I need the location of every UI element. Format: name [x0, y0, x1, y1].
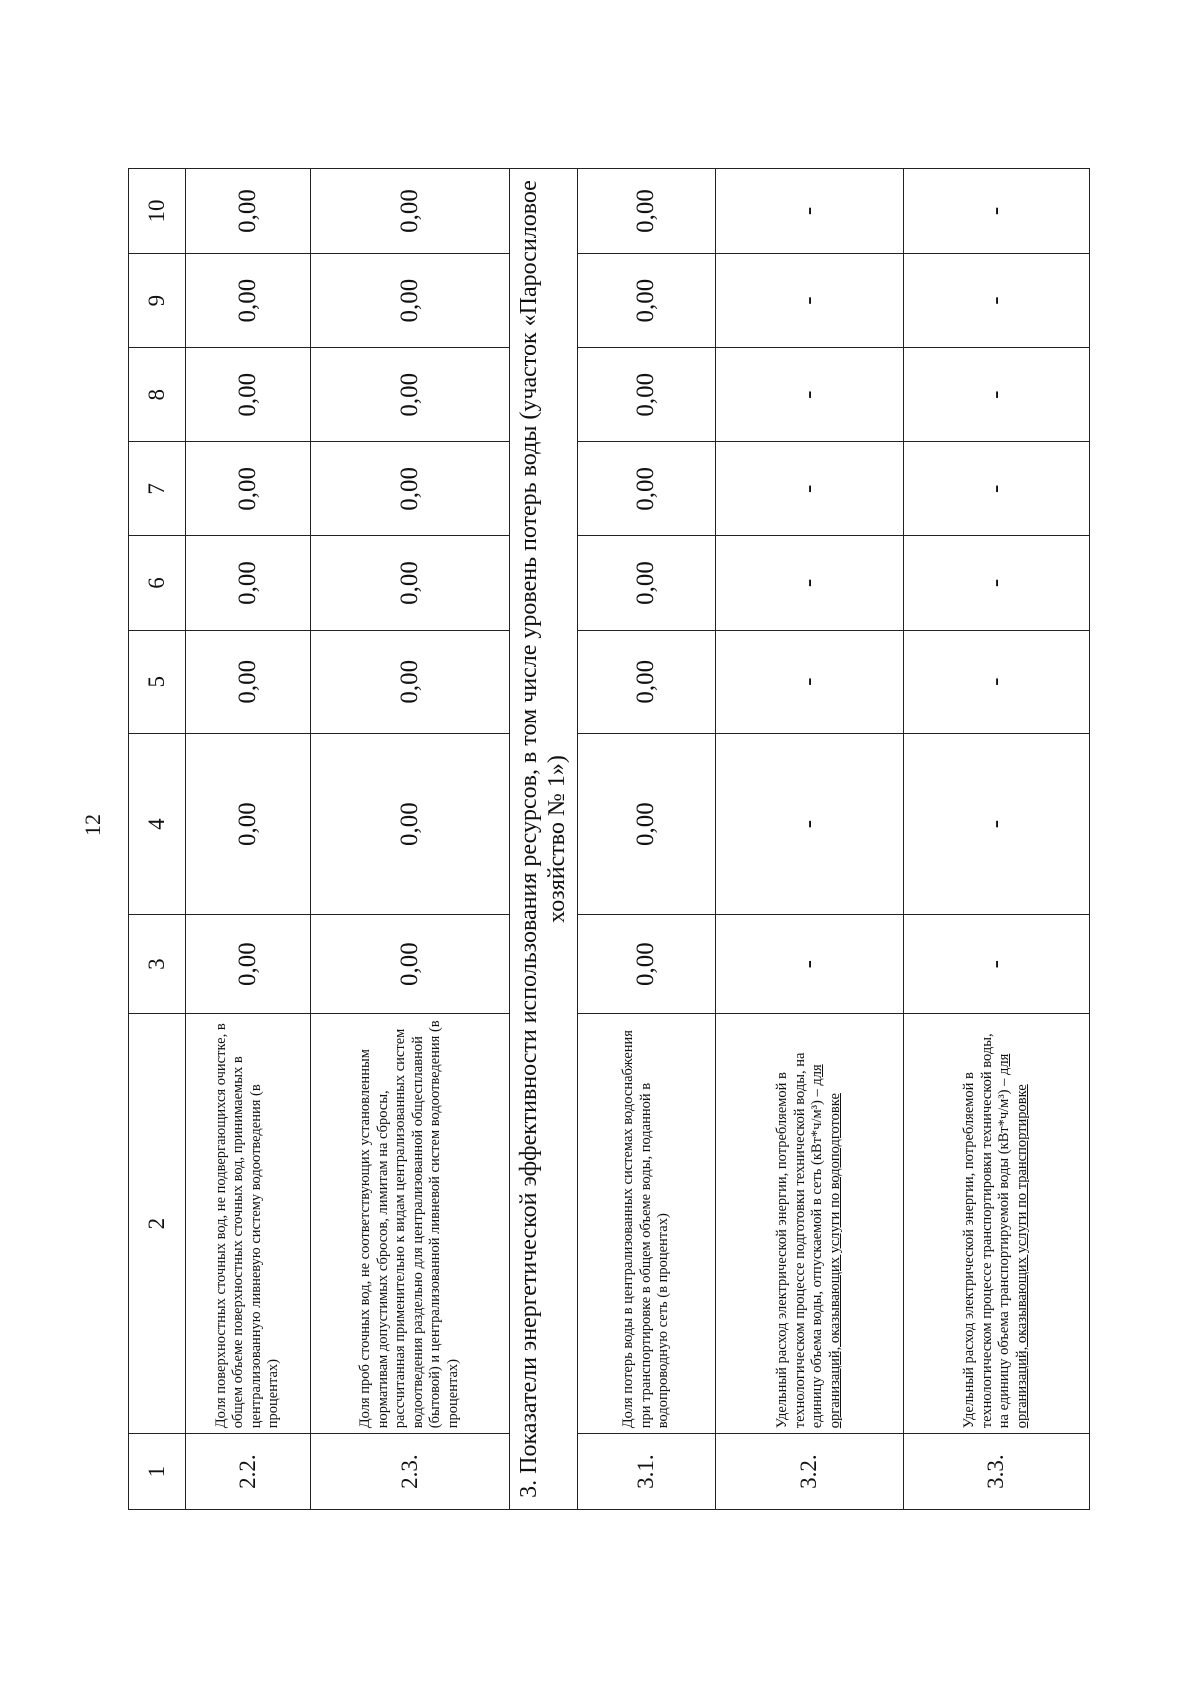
value-cell: -: [903, 630, 1089, 733]
value-cell: -: [715, 254, 903, 348]
row-number: 2.2.: [186, 1434, 311, 1510]
value-cell: 0,00: [310, 915, 509, 1014]
value-cell: -: [903, 254, 1089, 348]
row-description: [715, 1014, 903, 1434]
table-header-row: [129, 169, 186, 1510]
table-row: [578, 169, 715, 1510]
column-header: 7: [129, 442, 186, 536]
value-cell: 0,00: [186, 442, 311, 536]
section-3-title: 3. Показатели энергетической эффективности использования ресурсов, в том числе уровень потерь воды (участок «Паросиловое хозяйство № 1»): [509, 169, 578, 1510]
row-number: 3.1.: [578, 1434, 715, 1510]
row-description: Доля потерь воды в централизованных системах водоснабжения при транспортировке в общем объеме воды, поданной в водопроводную сеть (в процентах): [578, 1014, 715, 1434]
value-cell: -: [903, 169, 1089, 254]
section-header-row: [509, 169, 578, 1510]
value-cell: 0,00: [186, 536, 311, 630]
value-cell: -: [903, 442, 1089, 536]
value-cell: -: [903, 915, 1089, 1014]
row-description: [903, 1014, 1089, 1434]
column-header: 10: [129, 169, 186, 254]
value-cell: 0,00: [310, 169, 509, 254]
column-header: 4: [129, 733, 186, 914]
value-cell: 0,00: [186, 915, 311, 1014]
value-cell: 0,00: [186, 630, 311, 733]
value-cell: 0,00: [578, 348, 715, 442]
value-cell: -: [715, 733, 903, 914]
value-cell: 0,00: [578, 630, 715, 733]
value-cell: 0,00: [310, 630, 509, 733]
column-header: 1: [129, 1434, 186, 1510]
value-cell: 0,00: [310, 442, 509, 536]
table-row: [310, 169, 509, 1510]
value-cell: -: [903, 733, 1089, 914]
row-number: 3.3.: [903, 1434, 1089, 1510]
column-header: 3: [129, 915, 186, 1014]
value-cell: 0,00: [186, 733, 311, 914]
value-cell: -: [715, 442, 903, 536]
value-cell: 0,00: [578, 169, 715, 254]
column-header: 6: [129, 536, 186, 630]
column-header: 8: [129, 348, 186, 442]
value-cell: 0,00: [310, 254, 509, 348]
value-cell: 0,00: [186, 169, 311, 254]
column-header: 2: [129, 1014, 186, 1434]
page-number: 12: [80, 814, 105, 836]
column-header: 9: [129, 254, 186, 348]
value-cell: 0,00: [310, 348, 509, 442]
row-number: 3.2.: [715, 1434, 903, 1510]
value-cell: -: [715, 348, 903, 442]
row-number: 2.3.: [310, 1434, 509, 1510]
description-underlined-text: для организаций, оказывающих услуги по транспортировке: [996, 1053, 1030, 1429]
value-cell: 0,00: [186, 254, 311, 348]
value-cell: 0,00: [310, 733, 509, 914]
row-description: Доля проб сточных вод, не соответствующих установленным нормативам допустимых сбросов, лимитам на сбросы, рассчитанная применительно к видам централизованных систем водоотведения раздельно для централизованной общесплавной (бытовой) и централизованной ливневой систем водоотведения (в процентах): [310, 1014, 509, 1434]
table-row: [715, 169, 903, 1510]
value-cell: -: [715, 536, 903, 630]
description-text: Удельный расход электрической энергии, потребляемой в технологическом процессе транспортировки технической воды, на единицу объема транспортируемой воды (кВт*ч/м³) –: [961, 1033, 1013, 1429]
description-underlined-text: для организаций, оказывающих услуги по водоподготовке: [809, 1064, 843, 1429]
value-cell: 0,00: [578, 442, 715, 536]
column-header: 5: [129, 630, 186, 733]
value-cell: 0,00: [578, 254, 715, 348]
value-cell: 0,00: [578, 536, 715, 630]
rotated-table-container: [128, 168, 1090, 1510]
value-cell: 0,00: [186, 348, 311, 442]
value-cell: -: [715, 169, 903, 254]
table-row: [903, 169, 1089, 1510]
value-cell: 0,00: [578, 915, 715, 1014]
value-cell: -: [903, 536, 1089, 630]
value-cell: -: [903, 348, 1089, 442]
value-cell: -: [715, 915, 903, 1014]
value-cell: 0,00: [310, 536, 509, 630]
indicators-table: [128, 168, 1090, 1510]
table-row: [186, 169, 311, 1510]
description-text: Удельный расход электрической энергии, потребляемой в технологическом процессе подготовки технической воды, на единицу объема воды, отпускаемой в сеть (кВт*ч/м³) –: [774, 1052, 826, 1429]
value-cell: 0,00: [578, 733, 715, 914]
value-cell: -: [715, 630, 903, 733]
row-description: Доля поверхностных сточных вод, не подвергающихся очистке, в общем объеме поверхностных сточных вод, принимаемых в централизованную ливневую систему водоотведения (в процентах): [186, 1014, 311, 1434]
